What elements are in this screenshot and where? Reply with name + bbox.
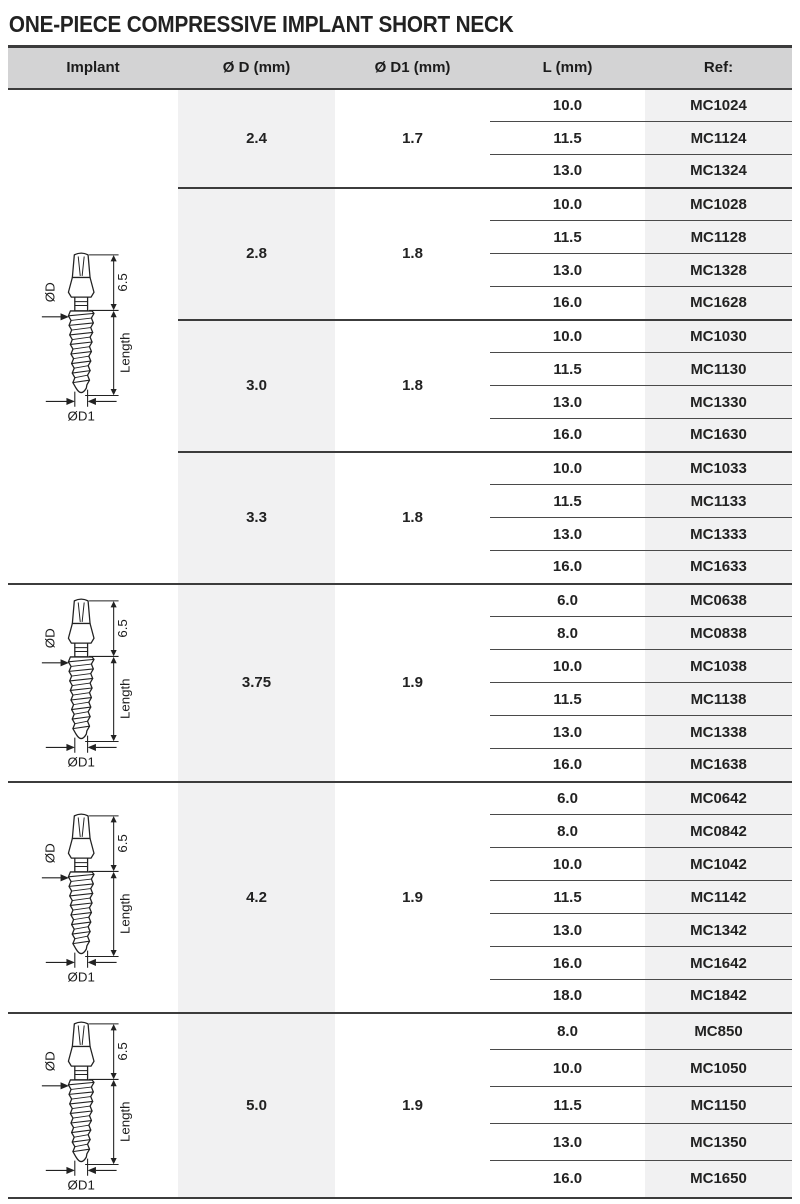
diameter-d1-cell: 1.9: [335, 782, 490, 1013]
col-header-d1: Ø D1 (mm): [335, 47, 490, 89]
ref-cell: MC0642: [645, 782, 792, 815]
ref-cell: MC1350: [645, 1124, 792, 1161]
ref-cell: MC1333: [645, 518, 792, 551]
implant-diagram-cell: [8, 782, 178, 1013]
length-cell: 8.0: [490, 815, 645, 848]
ref-cell: MC1633: [645, 551, 792, 584]
ref-cell: MC1642: [645, 947, 792, 980]
dim-label-d1: ØD1: [67, 408, 95, 424]
dim-label-platform-height: 6.5: [114, 272, 130, 292]
length-cell: 11.5: [490, 485, 645, 518]
diameter-d-cell: 2.8: [178, 188, 335, 320]
implant-spec-table: [8, 45, 792, 1199]
implant-diagram-slot: [8, 248, 178, 425]
implant-diagram-cell: [8, 584, 178, 782]
length-cell: 10.0: [490, 452, 645, 485]
length-cell: 16.0: [490, 947, 645, 980]
ref-cell: MC1024: [645, 89, 792, 122]
table-row: [8, 584, 792, 617]
diameter-d-cell: 3.3: [178, 452, 335, 584]
ref-cell: MC1150: [645, 1087, 792, 1124]
ref-cell: MC1650: [645, 1161, 792, 1198]
length-cell: 13.0: [490, 254, 645, 287]
length-cell: 16.0: [490, 749, 645, 782]
ref-cell: MC1628: [645, 287, 792, 320]
diameter-d1-cell: 1.8: [335, 188, 490, 320]
length-cell: 13.0: [490, 914, 645, 947]
dim-label-platform-height: 6.5: [114, 1041, 130, 1061]
length-cell: 8.0: [490, 1013, 645, 1050]
col-header-implant: Implant: [8, 47, 178, 89]
table-row: [8, 1013, 792, 1050]
ref-cell: MC0842: [645, 815, 792, 848]
dim-label-length: Length: [117, 1100, 133, 1142]
implant-diagram: [28, 594, 158, 771]
implant-diagram-slot: [8, 809, 178, 986]
ref-cell: MC1130: [645, 353, 792, 386]
diameter-d-cell: 3.75: [178, 584, 335, 782]
ref-cell: MC1138: [645, 683, 792, 716]
diameter-d-cell: 5.0: [178, 1013, 335, 1198]
length-cell: 10.0: [490, 848, 645, 881]
length-cell: 6.0: [490, 584, 645, 617]
implant-diagram-cell: [8, 1013, 178, 1198]
diameter-d1-cell: 1.8: [335, 452, 490, 584]
ref-cell: MC1630: [645, 419, 792, 452]
diameter-d1-cell: 1.7: [335, 89, 490, 188]
diameter-d1-cell: 1.9: [335, 584, 490, 782]
ref-cell: MC1050: [645, 1050, 792, 1087]
implant-diagram: [28, 248, 158, 425]
ref-cell: MC1042: [645, 848, 792, 881]
ref-cell: MC1128: [645, 221, 792, 254]
ref-cell: MC1338: [645, 716, 792, 749]
implant-diagram: [28, 809, 158, 986]
ref-cell: MC1638: [645, 749, 792, 782]
implant-cap: [72, 253, 90, 277]
length-cell: 13.0: [490, 155, 645, 188]
length-cell: 16.0: [490, 287, 645, 320]
table-row: [8, 782, 792, 815]
ref-cell: MC850: [645, 1013, 792, 1050]
implant-diagram: [28, 1017, 158, 1194]
length-cell: 16.0: [490, 419, 645, 452]
ref-cell: MC1330: [645, 386, 792, 419]
dim-label-length: Length: [117, 678, 133, 720]
length-cell: 11.5: [490, 221, 645, 254]
length-cell: 10.0: [490, 89, 645, 122]
length-cell: 11.5: [490, 353, 645, 386]
dim-label-length: Length: [117, 331, 133, 373]
length-cell: 13.0: [490, 716, 645, 749]
length-cell: 10.0: [490, 320, 645, 353]
dim-label-d1: ØD1: [67, 1177, 95, 1193]
implant-cap: [72, 1022, 90, 1046]
dim-label-d1: ØD1: [67, 969, 95, 985]
diameter-d-cell: 3.0: [178, 320, 335, 452]
implant-diagram-slot: [8, 1017, 178, 1194]
ref-cell: MC1038: [645, 650, 792, 683]
dim-label-d1: ØD1: [67, 754, 95, 770]
ref-cell: MC1142: [645, 881, 792, 914]
ref-cell: MC1328: [645, 254, 792, 287]
ref-cell: MC1133: [645, 485, 792, 518]
length-cell: 13.0: [490, 1124, 645, 1161]
dim-label-platform-height: 6.5: [114, 833, 130, 853]
length-cell: 10.0: [490, 1050, 645, 1087]
length-cell: 6.0: [490, 782, 645, 815]
length-cell: 18.0: [490, 980, 645, 1013]
ref-cell: MC1842: [645, 980, 792, 1013]
length-cell: 16.0: [490, 1161, 645, 1198]
table-header-row: [8, 47, 792, 89]
length-cell: 11.5: [490, 122, 645, 155]
implant-cap: [72, 599, 90, 623]
ref-cell: MC0638: [645, 584, 792, 617]
implant-diagram-cell: [8, 89, 178, 584]
ref-cell: MC0838: [645, 617, 792, 650]
length-cell: 11.5: [490, 1087, 645, 1124]
ref-cell: MC1124: [645, 122, 792, 155]
ref-cell: MC1342: [645, 914, 792, 947]
length-cell: 8.0: [490, 617, 645, 650]
ref-cell: MC1030: [645, 320, 792, 353]
length-cell: 11.5: [490, 881, 645, 914]
dim-label-d: ØD: [42, 1050, 58, 1071]
ref-cell: MC1324: [645, 155, 792, 188]
col-header-ref: Ref:: [645, 47, 792, 89]
length-cell: 13.0: [490, 386, 645, 419]
col-header-d: Ø D (mm): [178, 47, 335, 89]
diameter-d-cell: 4.2: [178, 782, 335, 1013]
implant-cap: [72, 814, 90, 838]
length-cell: 10.0: [490, 188, 645, 221]
dim-label-length: Length: [117, 892, 133, 934]
dim-label-d: ØD: [42, 281, 58, 302]
page-title: ONE-PIECE COMPRESSIVE IMPLANT SHORT NECK: [8, 11, 514, 37]
dim-label-platform-height: 6.5: [114, 619, 130, 638]
ref-cell: MC1028: [645, 188, 792, 221]
length-cell: 11.5: [490, 683, 645, 716]
diameter-d1-cell: 1.9: [335, 1013, 490, 1198]
dim-label-d: ØD: [42, 842, 58, 863]
diameter-d-cell: 2.4: [178, 89, 335, 188]
length-cell: 13.0: [490, 518, 645, 551]
length-cell: 10.0: [490, 650, 645, 683]
diameter-d1-cell: 1.8: [335, 320, 490, 452]
ref-cell: MC1033: [645, 452, 792, 485]
dim-label-d: ØD: [42, 628, 58, 649]
length-cell: 16.0: [490, 551, 645, 584]
implant-diagram-slot: [8, 594, 178, 771]
table-row: [8, 89, 792, 122]
col-header-l: L (mm): [490, 47, 645, 89]
